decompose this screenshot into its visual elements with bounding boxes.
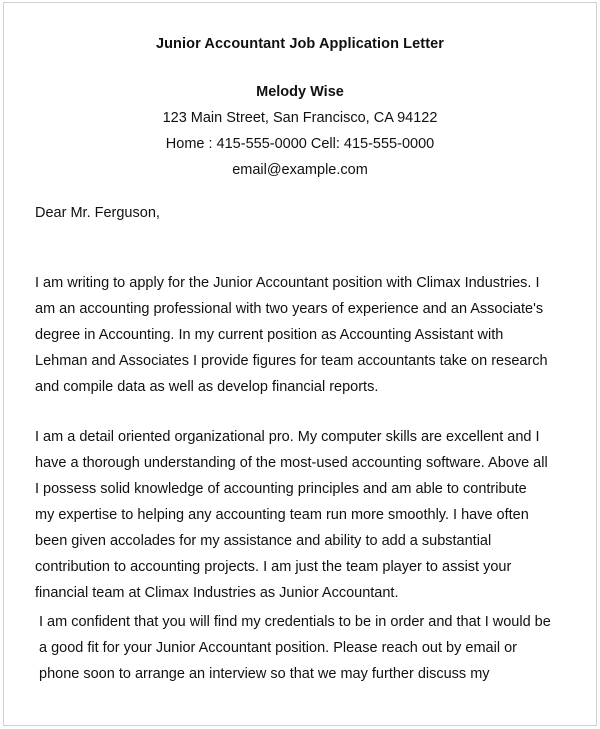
- paragraph-line: I am a detail oriented organizational pro. My computer skills are excellent and I: [35, 429, 540, 445]
- sender-email: email@example.com: [232, 162, 368, 178]
- paragraph-2: [35, 424, 580, 606]
- salutation: Dear Mr. Ferguson,: [35, 205, 160, 221]
- paragraph-line: I am writing to apply for the Junior Accountant position with Climax Industries. I: [35, 275, 540, 291]
- paragraph-line: a good fit for your Junior Accountant position. Please reach out by email or: [39, 640, 517, 656]
- document-title: Junior Accountant Job Application Letter: [155, 36, 445, 52]
- sender-name: Melody Wise: [256, 84, 344, 100]
- sender-address: 123 Main Street, San Francisco, CA 94122: [162, 110, 438, 126]
- paragraph-line: I am confident that you will find my credentials to be in order and that I would be: [39, 614, 551, 630]
- paragraph-3: [39, 609, 584, 687]
- sender-phones: Home : 415-555-0000 Cell: 415-555-0000: [165, 136, 435, 152]
- paragraph-line: financial team at Climax Industries as Junior Accountant.: [35, 585, 399, 601]
- paragraph-line: contribution to accounting projects. I am just the team player to assist your: [35, 559, 512, 575]
- letter-page: [3, 2, 597, 726]
- paragraph-line: my expertise to helping any accounting team run more smoothly. I have often: [35, 507, 529, 523]
- paragraph-line: I possess solid knowledge of accounting principles and am able to contribute: [35, 481, 527, 497]
- sender-block: [4, 79, 596, 183]
- paragraph-line: been given accolades for my assistance and ability to add a substantial: [35, 533, 492, 549]
- paragraph-line: have a thorough understanding of the most-used accounting software. Above all: [35, 455, 548, 471]
- paragraph-line: degree in Accounting. In my current position as Accounting Assistant with: [35, 327, 504, 343]
- paragraph-line: Lehman and Associates I provide figures for team accountants take on research: [35, 353, 548, 369]
- paragraph-1: [35, 270, 580, 400]
- paragraph-line: am an accounting professional with two years of experience and an Associate's: [35, 301, 544, 317]
- paragraph-line: phone soon to arrange an interview so that we may further discuss my: [39, 666, 490, 682]
- paragraph-line: and compile data as well as develop financial reports.: [35, 379, 379, 395]
